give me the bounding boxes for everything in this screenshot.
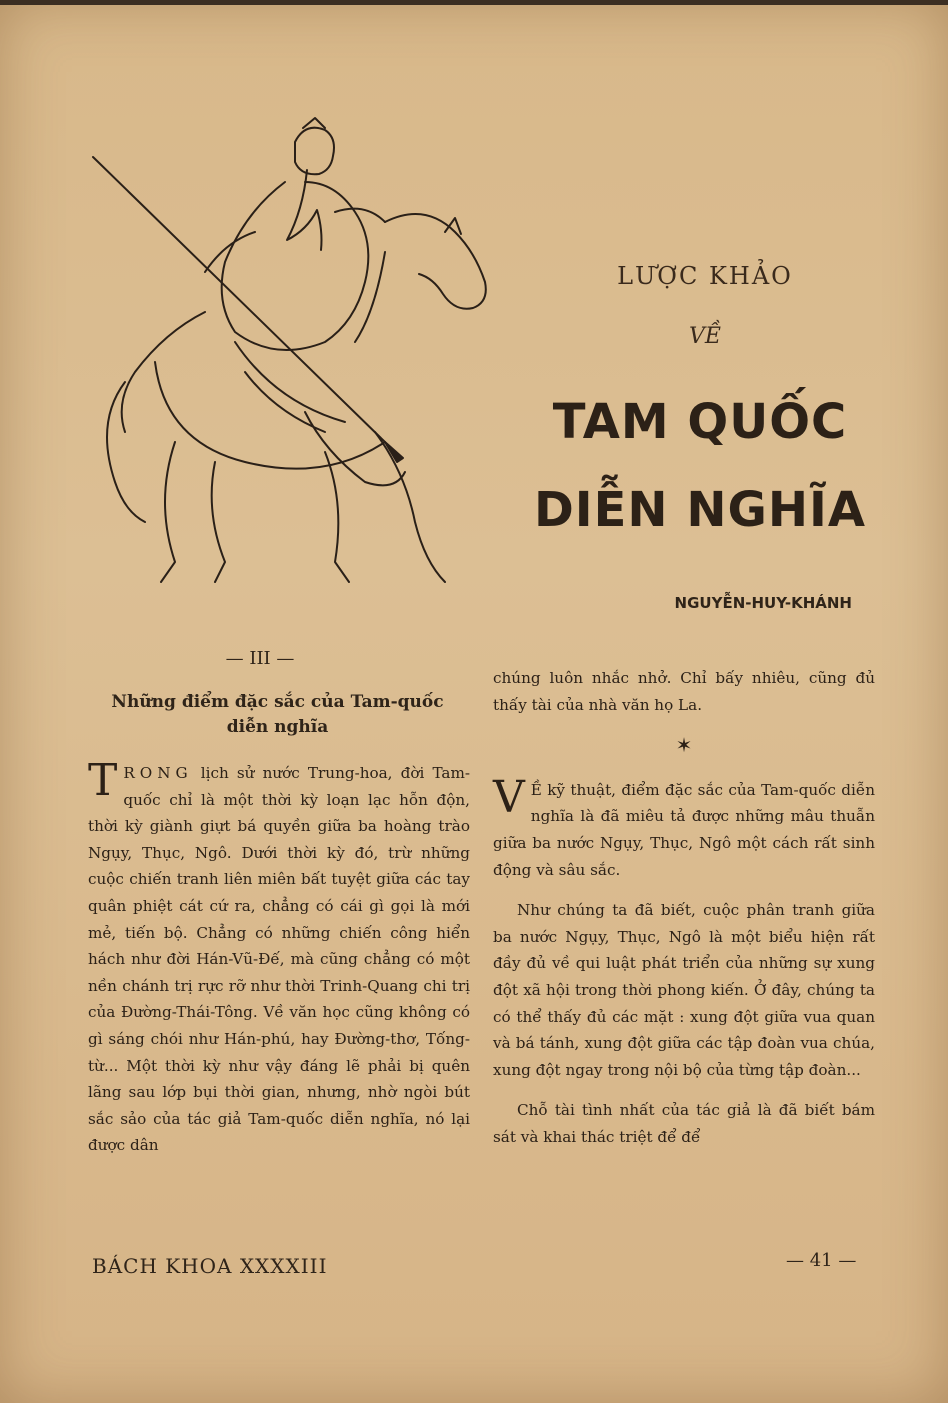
- section-title-line2: diễn nghĩa: [226, 717, 329, 737]
- heading-main-line1: TAM QUỐC: [552, 394, 848, 450]
- journal-name: BÁCH KHOA XXXXIII: [92, 1254, 328, 1278]
- drop-cap-v: V: [493, 771, 525, 823]
- drop-cap-t: T: [88, 755, 118, 806]
- first-word-rest: RONG: [123, 764, 193, 782]
- left-body-text: lịch sử nước Trung-hoa, đời Tam-quốc chỉ là một thời kỳ loạn lạc hỗn độn, thời kỳ giành giựt bá quyền giữa ba hoàng trào Ngụy, Thục, Ngô. Dưới thời kỳ đó, trừ những cuộc chiến tranh liên miên bất tuyệt giữa các tay quân phiệt cát cứ ra, chẳng có cái gì gọi là mới mẻ, tiến bộ. Chẳng có những chiến công hiển hách như đời Hán-Vũ-Đế, mà cũng chẳng có một nền chánh trị rực rỡ như thời Trinh-Quang chi trị của Đường-Thái-Tông. Về văn học cũng không có gì sáng chói như Hán-phú, hay Đường-thơ, Tống-từ... Một thời kỳ như vậy đáng lẽ phải bị quên lãng sau lớp bụi thời gian, nhưng, nhờ ngòi bút sắc sảo của tác giả Tam-quốc diễn nghĩa, nó lại được dân: [88, 764, 470, 1155]
- left-paragraph: [88, 755, 470, 1159]
- left-column: [88, 755, 470, 1159]
- right-paragraph-2-text: Ề kỹ thuật, điểm đặc sắc của Tam-quốc diễn nghĩa là đã miêu tả được những mâu thuẫn giữa ba nước Ngụy, Thục, Ngô một cách rất sinh động và sâu sắc.: [493, 780, 875, 879]
- top-edge: [0, 0, 948, 5]
- right-paragraph-2: [493, 771, 875, 883]
- page-number: — 41 —: [786, 1250, 857, 1271]
- heading-main-line2: DIỄN NGHĨA: [533, 482, 867, 538]
- section-title: [80, 690, 475, 740]
- section-title-line1: Những điểm đặc sắc của Tam-quốc: [111, 692, 444, 712]
- right-paragraph-1: chúng luôn nhắc nhở. Chỉ bấy nhiêu, cũng đủ thấy tài của nhà văn họ La.: [493, 669, 875, 714]
- author-name: NGUYỄN-HUY-KHÁNH: [674, 594, 852, 612]
- heading-ve: VỀ: [689, 324, 721, 349]
- right-paragraph-4: Chỗ tài tình nhất của tác giả là đã biết bám sát và khai thác triệt để để: [493, 1101, 875, 1146]
- right-paragraph-3: Như chúng ta đã biết, cuộc phân tranh giữa ba nước Ngụy, Thục, Ngô là một biểu hiện rất đầy đủ về qui luật phát triển của những sự xung đột xã hội trong thời phong kiến. Ở đây, chúng ta có thể thấy đủ các mặt : xung đột giữa vua quan và bá tánh, xung đột giữa các tập đoàn vua chúa, xung đột ngay trong nội bộ của từng tập đoàn...: [493, 901, 875, 1079]
- section-divider-star: ✶: [675, 733, 693, 758]
- section-number: — III —: [225, 648, 295, 669]
- heading-luoc-khao: LƯỢC KHẢO: [617, 262, 793, 290]
- warrior-on-horse-illustration: [85, 112, 500, 612]
- right-column: [493, 665, 875, 1165]
